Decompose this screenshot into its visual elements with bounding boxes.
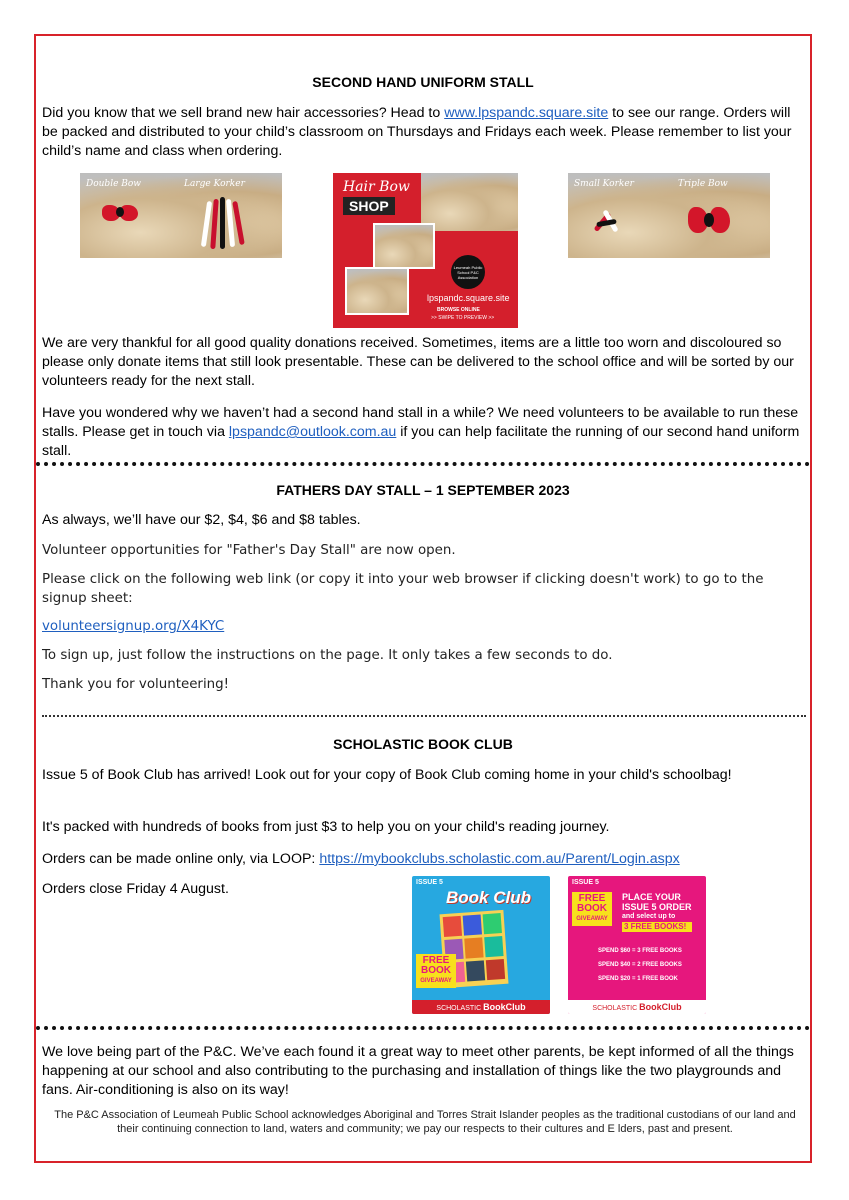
uniform-p1-text-b: to see our range. Orders will be packed and distributed to your child’s classroom on Thursdays and Fridays each week. Please remember to list your child’s name and class when ordering.	[42, 105, 792, 159]
uniform-paragraph-1	[42, 104, 810, 161]
photo-label-small-korker: Small Korker	[574, 179, 634, 189]
uniform-p1-text-a: Did you know that we sell brand new hair accessories? Head to	[42, 105, 445, 121]
email-link[interactable]: lpspandc@outlook.com.au	[228, 424, 397, 440]
cover2-footer-scholastic: SCHOLASTIC	[592, 1005, 638, 1012]
shop-title-badge: SHOP	[343, 197, 395, 215]
cover2-free-badge	[572, 892, 612, 926]
scholastic-paragraph-4: Orders close Friday 4 August.	[42, 881, 229, 897]
cover1-free: FREE	[422, 955, 450, 966]
cover2-head-2: ISSUE 5 ORDER	[622, 902, 692, 912]
scholastic-title: SCHOLASTIC BOOK CLUB	[333, 736, 513, 752]
cover2-headline	[622, 892, 692, 932]
photo-label-double-bow: Double Bow	[86, 179, 141, 189]
uniform-paragraph-2: We are very thankful for all good quality donations received. Sometimes, items are a little too worn and discoloured so please only donate items that still look presentable. These can be delivered to the school office and will be sorted by our volunteers ready for the next stall.	[42, 335, 794, 389]
shop-photo-top	[421, 173, 518, 231]
cover2-footer	[568, 1000, 706, 1014]
hair-bows-photo-left	[80, 173, 282, 258]
ribbon-shape	[210, 199, 218, 249]
uniform-paragraph-3	[42, 404, 810, 461]
square-site-link[interactable]: www.lpspandc.square.site	[444, 105, 609, 121]
section-divider	[36, 1026, 810, 1030]
shop-site-text: lpspandc.square.site	[427, 293, 510, 303]
fathers-day-title: FATHERS DAY STALL – 1 SEPTEMBER 2023	[276, 482, 570, 498]
cover2-issue: ISSUE 5	[572, 879, 599, 886]
cover2-giveaway: GIVEAWAY	[576, 916, 608, 922]
bow-knot-shape	[704, 213, 714, 227]
fathers-paragraph-2: Volunteer opportunities for "Father's Day Stall" are now open.	[42, 543, 456, 558]
hair-bow-shop-image	[333, 173, 518, 328]
cover1-footer-scholastic: SCHOLASTIC	[436, 1005, 482, 1012]
scholastic-paragraph-1: Issue 5 of Book Club has arrived! Look out for your copy of Book Club coming home in your child's schoolbag!	[42, 767, 732, 783]
cover2-footer-bookclub: BookClub	[639, 1002, 682, 1012]
scholastic-p3-text: Orders can be made online only, via LOOP:	[42, 851, 320, 867]
cover2-head-1: PLACE YOUR	[622, 892, 681, 902]
bookclub-login-link[interactable]: https://mybookclubs.scholastic.com.au/Parent/Login.aspx	[319, 851, 680, 867]
shop-photo-middle	[373, 223, 435, 269]
shop-photo-bottom	[345, 267, 409, 315]
cover1-issue: ISSUE 5	[416, 879, 443, 886]
cover2-spend-table	[598, 944, 682, 986]
fathers-paragraph-1: As always, we’ll have our $2, $4, $6 and $8 tables.	[42, 512, 361, 528]
hair-bows-photo-right	[568, 173, 770, 258]
section-divider-dotted	[42, 715, 806, 717]
cover1-book: BOOK	[421, 965, 451, 976]
cover1-footer	[412, 1000, 550, 1014]
fathers-paragraph-3: Please click on the following web link (or copy it into your web browser if clicking doesn't work) to go to the signup sheet:	[42, 572, 764, 606]
photo-label-large-korker: Large Korker	[184, 179, 245, 189]
bow-knot-shape	[116, 207, 124, 217]
cover1-footer-bookclub: BookClub	[483, 1002, 526, 1012]
ribbon-shape	[220, 197, 225, 249]
cover1-giveaway: GIVEAWAY	[420, 978, 452, 984]
shop-title-script: Hair Bow	[343, 179, 410, 195]
acknowledgement-of-country: The P&C Association of Leumeah Public School acknowledges Aboriginal and Torres Strait Islander peoples as the traditional custodians of our land and their continuing connection to land, waters and community; we pay our respects to their cultures and E lders, past and present.	[54, 1109, 796, 1135]
scholastic-paragraph-2: It's packed with hundreds of books from just $3 to help you on your child's reading journey.	[42, 819, 610, 835]
cover2-row: SPEND $40 = 2 FREE BOOKS	[598, 962, 682, 968]
closing-paragraph: We love being part of the P&C. We’ve each found it a great way to meet other parents, be kept informed of all the things happening at our school and also contributing to the purchasing and installation of things like the two playgrounds and fans. Air-conditioning is also on its way!	[42, 1044, 794, 1098]
school-badge: Leumeah Public School P&C Association	[451, 255, 485, 289]
book-club-cover-2	[568, 876, 706, 1014]
cover2-book: BOOK	[577, 903, 607, 914]
fathers-paragraph-5: Thank you for volunteering!	[42, 677, 230, 692]
page-frame	[34, 34, 812, 1163]
uniform-p3-text-a: Have you wondered why we haven’t had a second hand stall in a while? We need volunteers to be available to run these stalls. Please get in touch via	[42, 405, 799, 440]
shop-browse-text: BROWSE ONLINE	[437, 307, 480, 313]
section-divider	[36, 462, 810, 466]
uniform-title: SECOND HAND UNIFORM STALL	[312, 74, 534, 90]
book-club-cover-1	[412, 876, 550, 1014]
fathers-paragraph-4: To sign up, just follow the instructions on the page. It only takes a few seconds to do.	[42, 648, 613, 663]
photo-label-triple-bow: Triple Bow	[678, 179, 728, 189]
shop-swipe-text: >> SWIPE TO PREVIEW >>	[431, 315, 495, 321]
uniform-p3-text-b: if you can help facilitate the running of our second hand uniform stall.	[42, 424, 800, 459]
volunteer-signup-link[interactable]: volunteersignup.org/X4KYC	[42, 619, 225, 634]
cover1-free-badge	[416, 954, 456, 988]
cover2-head-4: 3 FREE BOOKS!	[622, 922, 692, 932]
cover2-head-3: and select up to	[622, 913, 676, 920]
scholastic-paragraph-3	[42, 850, 810, 869]
cover2-row: SPEND $20 = 1 FREE BOOK	[598, 976, 678, 982]
cover1-title: Book Club	[446, 888, 531, 907]
cover2-free: FREE	[578, 893, 606, 904]
cover2-row: SPEND $60 = 3 FREE BOOKS	[598, 948, 682, 954]
